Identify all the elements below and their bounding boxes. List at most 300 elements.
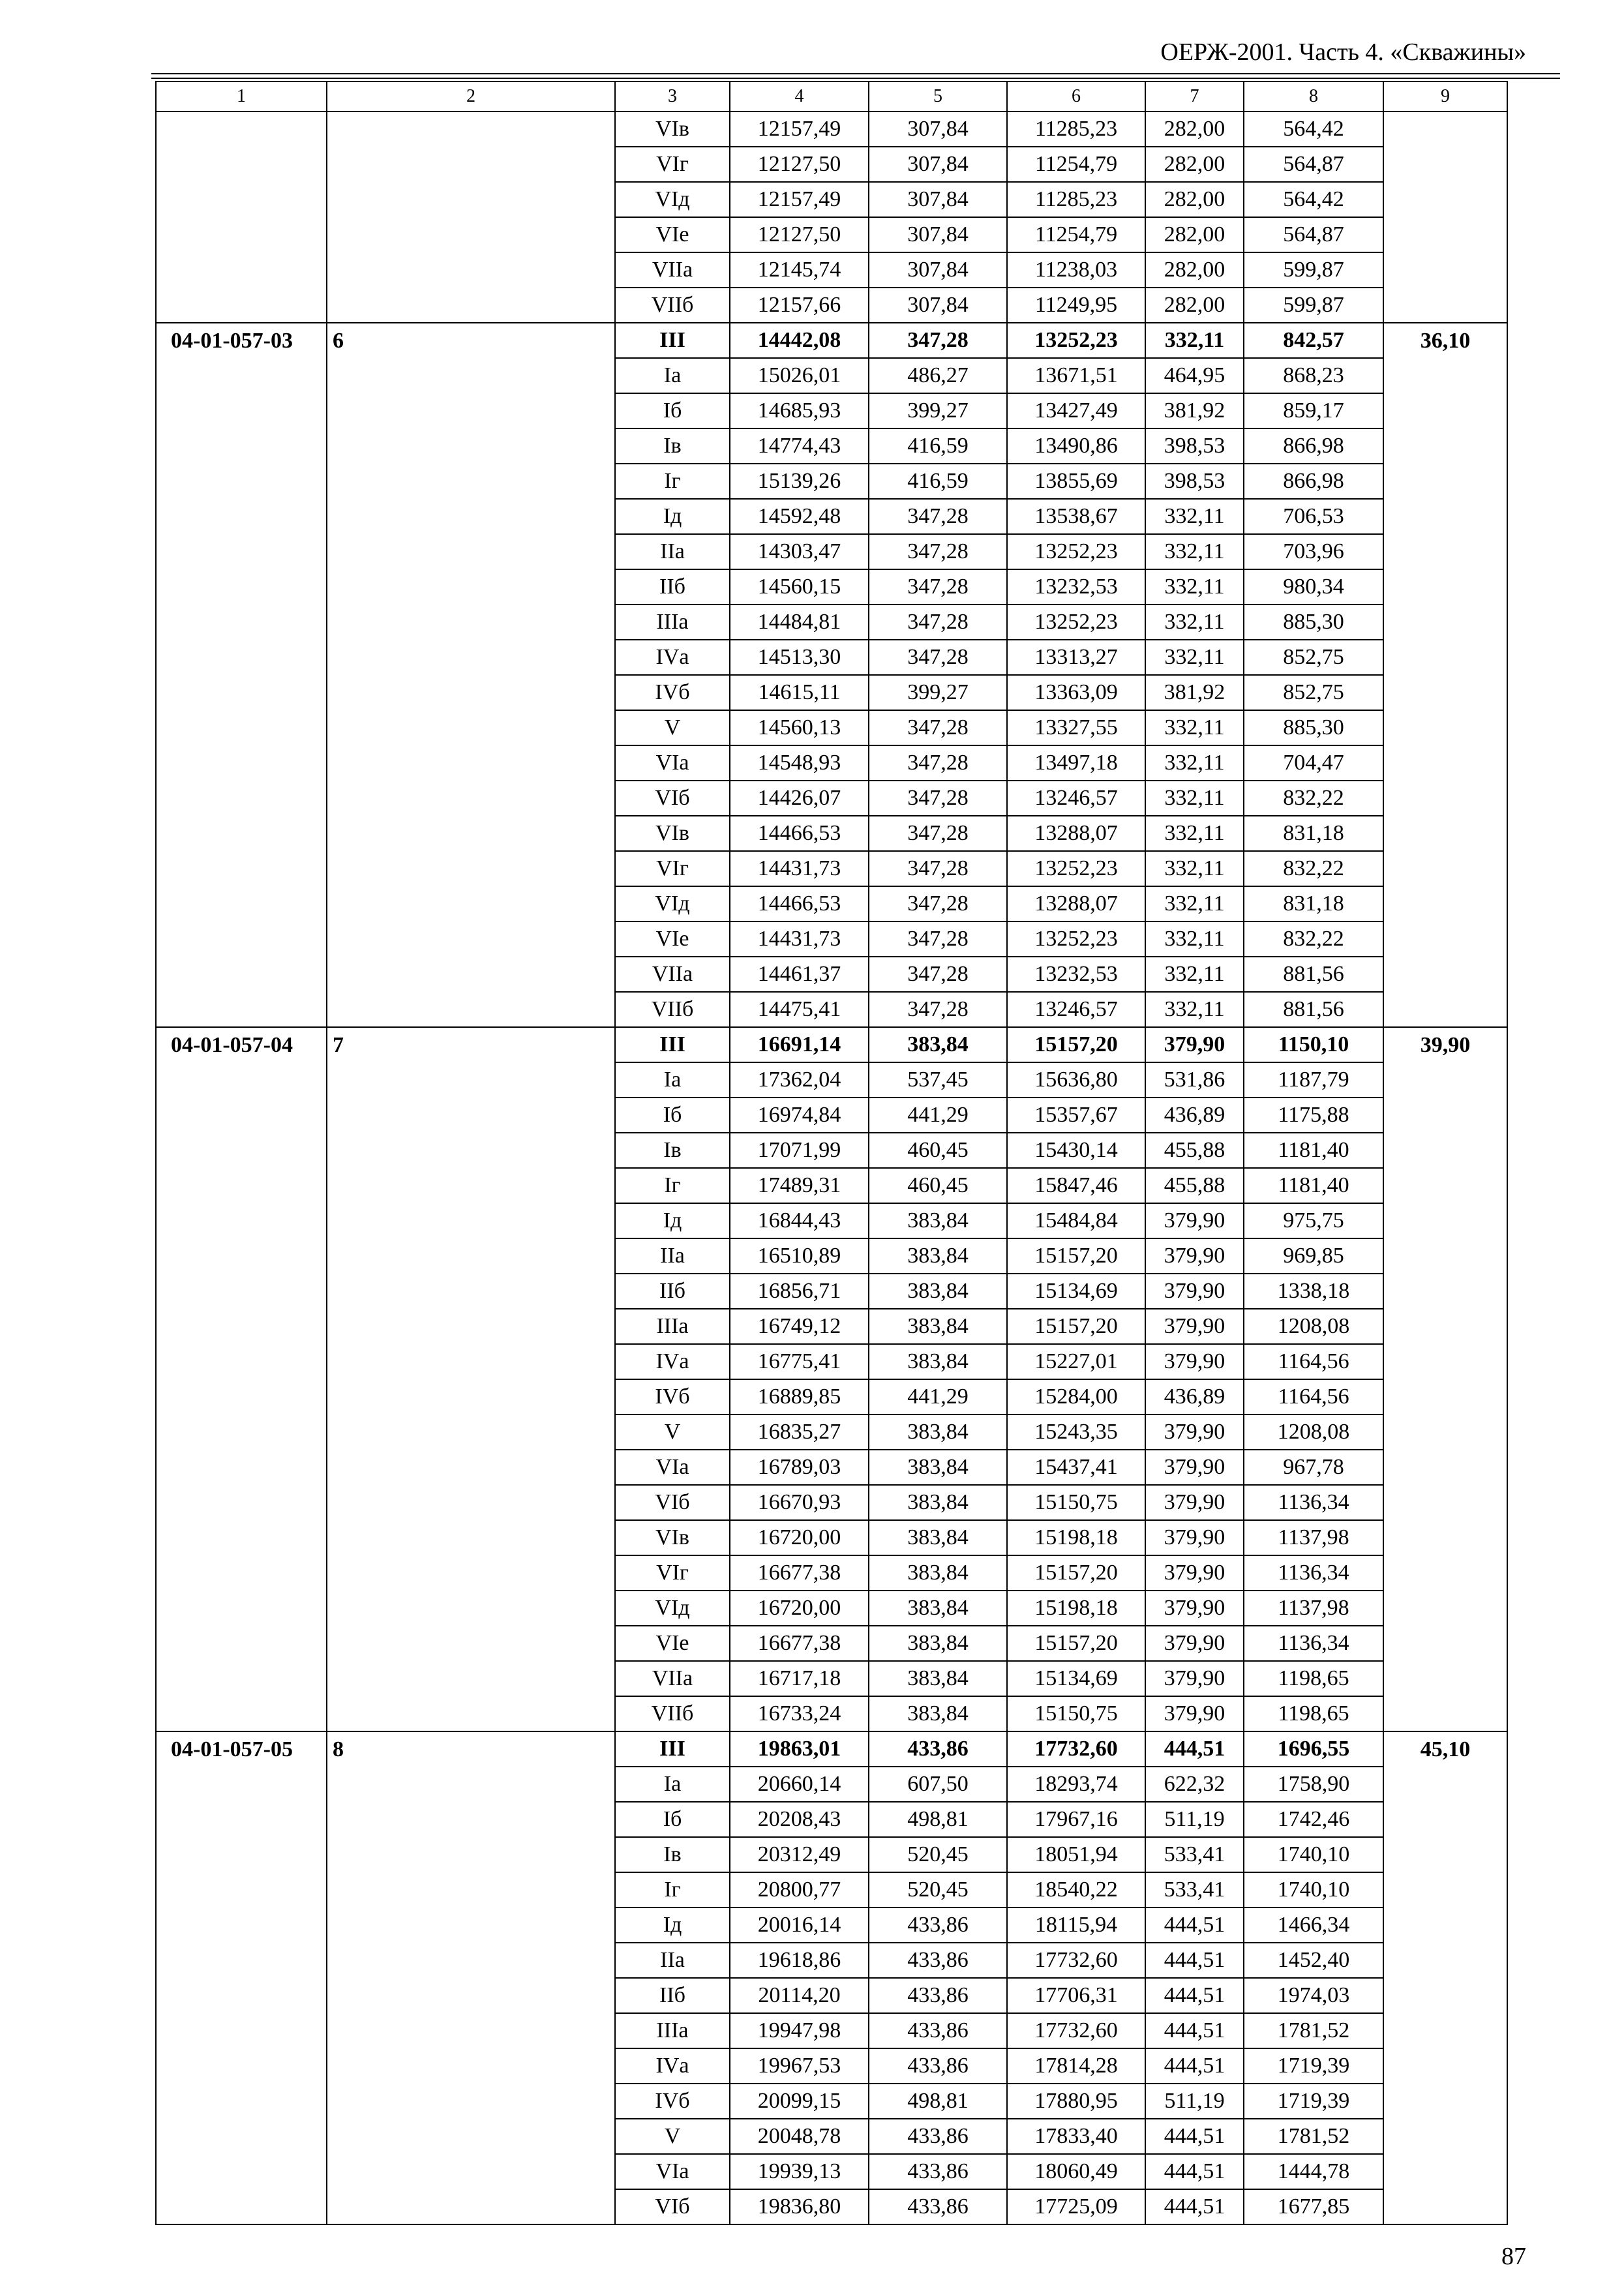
value-cell: 16889,85 [730,1379,869,1414]
value-cell: 12157,49 [730,112,869,147]
value-cell: 433,86 [869,2154,1007,2189]
value-cell: 18060,49 [1007,2154,1145,2189]
region-cell: IIб [615,1274,730,1309]
column-number-cell: 8 [1244,82,1383,112]
region-cell: Iв [615,1837,730,1872]
region-cell: IIб [615,1978,730,2013]
item-number-cell [327,112,615,323]
value-cell: 1781,52 [1244,2013,1383,2048]
value-cell: 332,11 [1145,605,1244,640]
value-cell: 399,27 [869,393,1007,428]
value-cell: 17732,60 [1007,2013,1145,2048]
value-cell: 15484,84 [1007,1203,1145,1238]
value-cell: 460,45 [869,1133,1007,1168]
value-cell: 1452,40 [1244,1943,1383,1978]
value-cell: 15227,01 [1007,1344,1145,1379]
value-cell: 19863,01 [730,1731,869,1767]
value-cell: 282,00 [1145,252,1244,288]
value-cell: 332,11 [1145,781,1244,816]
value-cell: 12157,66 [730,288,869,323]
value-cell: 16677,38 [730,1626,869,1661]
total-cell: 45,10 [1383,1731,1507,2224]
value-cell: 19618,86 [730,1943,869,1978]
value-cell: 533,41 [1145,1872,1244,1908]
value-cell: 20048,78 [730,2119,869,2154]
value-cell: 1137,98 [1244,1520,1383,1555]
value-cell: 12127,50 [730,147,869,182]
region-cell: VIIб [615,288,730,323]
value-cell: 332,11 [1145,745,1244,781]
value-cell: 17833,40 [1007,2119,1145,2154]
value-cell: 980,34 [1244,569,1383,605]
value-cell: 12127,50 [730,217,869,252]
region-cell: Iг [615,464,730,499]
value-cell: 16720,00 [730,1520,869,1555]
value-cell: 16510,89 [730,1238,869,1274]
value-cell: 379,90 [1145,1485,1244,1520]
value-cell: 441,29 [869,1379,1007,1414]
value-cell: 14303,47 [730,534,869,569]
value-cell: 15284,00 [1007,1379,1145,1414]
region-cell: IVа [615,2048,730,2084]
rates-table [155,81,1508,2225]
value-cell: 307,84 [869,112,1007,147]
value-cell: 15157,20 [1007,1027,1145,1062]
value-cell: 15150,75 [1007,1696,1145,1731]
value-cell: 511,19 [1145,1802,1244,1837]
value-cell: 11285,23 [1007,112,1145,147]
column-number-row [156,82,1507,112]
value-cell: 599,87 [1244,252,1383,288]
value-cell: 14513,30 [730,640,869,675]
value-cell: 444,51 [1145,2013,1244,2048]
column-number-cell: 2 [327,82,615,112]
value-cell: 511,19 [1145,2084,1244,2119]
value-cell: 433,86 [869,2013,1007,2048]
value-cell: 18051,94 [1007,1837,1145,1872]
value-cell: 441,29 [869,1098,1007,1133]
value-cell: 14431,73 [730,921,869,957]
value-cell: 14615,11 [730,675,869,710]
value-cell: 332,11 [1145,886,1244,921]
value-cell: 16670,93 [730,1485,869,1520]
value-cell: 17814,28 [1007,2048,1145,2084]
value-cell: 379,90 [1145,1555,1244,1591]
value-cell: 332,11 [1145,851,1244,886]
value-cell: 332,11 [1145,710,1244,745]
value-cell: 11254,79 [1007,217,1145,252]
region-cell: VIа [615,745,730,781]
value-cell: 20800,77 [730,1872,869,1908]
value-cell: 379,90 [1145,1661,1244,1696]
total-cell: 36,10 [1383,323,1507,1027]
value-cell: 379,90 [1145,1203,1244,1238]
column-number-cell: 4 [730,82,869,112]
value-cell: 14548,93 [730,745,869,781]
region-cell: VIв [615,1520,730,1555]
value-cell: 1164,56 [1244,1379,1383,1414]
value-cell: 1187,79 [1244,1062,1383,1098]
value-cell: 866,98 [1244,464,1383,499]
value-cell: 347,28 [869,640,1007,675]
value-cell: 282,00 [1145,288,1244,323]
region-cell: VIв [615,112,730,147]
value-cell: 282,00 [1145,147,1244,182]
value-cell: 347,28 [869,605,1007,640]
table-body [156,82,1507,2224]
value-cell: 444,51 [1145,2048,1244,2084]
value-cell: 383,84 [869,1661,1007,1696]
value-cell: 16749,12 [730,1309,869,1344]
value-cell: 383,84 [869,1626,1007,1661]
value-cell: 398,53 [1145,464,1244,499]
region-cell: Iа [615,1767,730,1802]
value-cell: 1208,08 [1244,1309,1383,1344]
value-cell: 14426,07 [730,781,869,816]
column-number-cell: 9 [1383,82,1507,112]
value-cell: 379,90 [1145,1696,1244,1731]
value-cell: 1466,34 [1244,1908,1383,1943]
value-cell: 464,95 [1145,358,1244,393]
region-cell: Iа [615,358,730,393]
value-cell: 307,84 [869,147,1007,182]
table-row [156,112,1507,147]
value-cell: 831,18 [1244,816,1383,851]
value-cell: 885,30 [1244,710,1383,745]
region-cell: VIв [615,816,730,851]
region-cell: VIд [615,1591,730,1626]
value-cell: 13288,07 [1007,886,1145,921]
item-number-cell: 7 [327,1027,615,1731]
value-cell: 13363,09 [1007,675,1145,710]
header-rule [151,73,1560,74]
value-cell: 347,28 [869,816,1007,851]
value-cell: 14560,15 [730,569,869,605]
total-cell [1383,112,1507,323]
region-cell: IIа [615,534,730,569]
value-cell: 11285,23 [1007,182,1145,217]
value-cell: 332,11 [1145,992,1244,1027]
value-cell: 383,84 [869,1485,1007,1520]
value-cell: 13252,23 [1007,534,1145,569]
region-cell: VIг [615,1555,730,1591]
column-number-cell: 7 [1145,82,1244,112]
value-cell: 14442,08 [730,323,869,358]
value-cell: 868,23 [1244,358,1383,393]
region-cell: VIб [615,1485,730,1520]
value-cell: 332,11 [1145,534,1244,569]
value-cell: 1719,39 [1244,2084,1383,2119]
value-cell: 13497,18 [1007,745,1145,781]
value-cell: 13252,23 [1007,323,1145,358]
value-cell: 16733,24 [730,1696,869,1731]
rate-code-cell: 04-01-057-03 [156,323,327,1027]
value-cell: 13232,53 [1007,569,1145,605]
value-cell: 12145,74 [730,252,869,288]
region-cell: VIб [615,2189,730,2224]
value-cell: 307,84 [869,252,1007,288]
value-cell: 1136,34 [1244,1626,1383,1661]
value-cell: 13252,23 [1007,605,1145,640]
value-cell: 866,98 [1244,428,1383,464]
value-cell: 433,86 [869,1943,1007,1978]
value-cell: 852,75 [1244,640,1383,675]
region-cell: VIе [615,217,730,252]
value-cell: 859,17 [1244,393,1383,428]
value-cell: 347,28 [869,323,1007,358]
value-cell: 455,88 [1145,1133,1244,1168]
value-cell: 706,53 [1244,499,1383,534]
region-cell: VIе [615,921,730,957]
value-cell: 1150,10 [1244,1027,1383,1062]
value-cell: 13246,57 [1007,781,1145,816]
value-cell: 381,92 [1145,393,1244,428]
region-cell: Iв [615,428,730,464]
value-cell: 15026,01 [730,358,869,393]
value-cell: 18115,94 [1007,1908,1145,1943]
value-cell: 14475,41 [730,992,869,1027]
value-cell: 520,45 [869,1872,1007,1908]
region-cell: IIб [615,569,730,605]
value-cell: 347,28 [869,886,1007,921]
value-cell: 537,45 [869,1062,1007,1098]
region-cell: VIд [615,886,730,921]
value-cell: 704,47 [1244,745,1383,781]
value-cell: 381,92 [1145,675,1244,710]
region-cell: VIб [615,781,730,816]
region-cell: Iа [615,1062,730,1098]
value-cell: 13327,55 [1007,710,1145,745]
value-cell: 416,59 [869,428,1007,464]
value-cell: 13538,67 [1007,499,1145,534]
value-cell: 379,90 [1145,1414,1244,1450]
value-cell: 383,84 [869,1414,1007,1450]
region-cell: Iд [615,1908,730,1943]
value-cell: 14461,37 [730,957,869,992]
value-cell: 16717,18 [730,1661,869,1696]
region-cell: IIIа [615,1309,730,1344]
value-cell: 15636,80 [1007,1062,1145,1098]
rate-code-cell: 04-01-057-04 [156,1027,327,1731]
value-cell: 433,86 [869,2189,1007,2224]
value-cell: 1719,39 [1244,2048,1383,2084]
region-cell: VIIа [615,252,730,288]
value-cell: 11249,95 [1007,288,1145,323]
value-cell: 1740,10 [1244,1872,1383,1908]
rate-code-cell: 04-01-057-05 [156,1731,327,2224]
value-cell: 383,84 [869,1591,1007,1626]
value-cell: 1740,10 [1244,1837,1383,1872]
value-cell: 383,84 [869,1344,1007,1379]
value-cell: 433,86 [869,2048,1007,2084]
value-cell: 347,28 [869,534,1007,569]
region-cell: VIг [615,147,730,182]
column-number-cell: 1 [156,82,327,112]
value-cell: 282,00 [1145,112,1244,147]
value-cell: 347,28 [869,499,1007,534]
value-cell: 379,90 [1145,1520,1244,1555]
value-cell: 347,28 [869,781,1007,816]
value-cell: 16775,41 [730,1344,869,1379]
value-cell: 975,75 [1244,1203,1383,1238]
value-cell: 19947,98 [730,2013,869,2048]
value-cell: 16856,71 [730,1274,869,1309]
region-cell: Iб [615,1098,730,1133]
header-rule [151,78,1560,79]
value-cell: 460,45 [869,1168,1007,1203]
value-cell: 599,87 [1244,288,1383,323]
value-cell: 15134,69 [1007,1274,1145,1309]
value-cell: 379,90 [1145,1309,1244,1344]
column-number-cell: 5 [869,82,1007,112]
value-cell: 1175,88 [1244,1098,1383,1133]
value-cell: 1198,65 [1244,1696,1383,1731]
region-cell: Iг [615,1168,730,1203]
value-cell: 17362,04 [730,1062,869,1098]
value-cell: 347,28 [869,921,1007,957]
region-cell: Iг [615,1872,730,1908]
value-cell: 1137,98 [1244,1591,1383,1626]
value-cell: 455,88 [1145,1168,1244,1203]
value-cell: 15430,14 [1007,1133,1145,1168]
value-cell: 498,81 [869,2084,1007,2119]
value-cell: 347,28 [869,745,1007,781]
value-cell: 332,11 [1145,957,1244,992]
value-cell: 444,51 [1145,2189,1244,2224]
value-cell: 347,28 [869,851,1007,886]
value-cell: 444,51 [1145,1908,1244,1943]
item-number-cell: 8 [327,1731,615,2224]
value-cell: 1677,85 [1244,2189,1383,2224]
value-cell: 14484,81 [730,605,869,640]
value-cell: 383,84 [869,1450,1007,1485]
value-cell: 15157,20 [1007,1626,1145,1661]
value-cell: 379,90 [1145,1450,1244,1485]
value-cell: 832,22 [1244,921,1383,957]
value-cell: 347,28 [869,957,1007,992]
value-cell: 383,84 [869,1309,1007,1344]
value-cell: 383,84 [869,1027,1007,1062]
value-cell: 436,89 [1145,1098,1244,1133]
region-cell: VIIб [615,1696,730,1731]
value-cell: 15437,41 [1007,1450,1145,1485]
value-cell: 383,84 [869,1696,1007,1731]
region-cell: VIг [615,851,730,886]
value-cell: 13252,23 [1007,921,1145,957]
value-cell: 15139,26 [730,464,869,499]
region-cell: V [615,2119,730,2154]
value-cell: 398,53 [1145,428,1244,464]
value-cell: 383,84 [869,1203,1007,1238]
region-cell: VIа [615,2154,730,2189]
value-cell: 12157,49 [730,182,869,217]
value-cell: 852,75 [1244,675,1383,710]
region-cell: VIа [615,1450,730,1485]
region-cell: III [615,1731,730,1767]
value-cell: 1444,78 [1244,2154,1383,2189]
value-cell: 969,85 [1244,1238,1383,1274]
value-cell: 347,28 [869,992,1007,1027]
region-cell: Iб [615,1802,730,1837]
value-cell: 444,51 [1145,1731,1244,1767]
region-cell: Iв [615,1133,730,1168]
value-cell: 347,28 [869,710,1007,745]
value-cell: 17489,31 [730,1168,869,1203]
table-row [156,323,1507,358]
value-cell: 1758,90 [1244,1767,1383,1802]
value-cell: 20660,14 [730,1767,869,1802]
value-cell: 14774,43 [730,428,869,464]
table-row [156,1731,1507,1767]
value-cell: 16677,38 [730,1555,869,1591]
value-cell: 15157,20 [1007,1309,1145,1344]
region-cell: IIIа [615,2013,730,2048]
value-cell: 16691,14 [730,1027,869,1062]
value-cell: 1181,40 [1244,1168,1383,1203]
value-cell: 15198,18 [1007,1591,1145,1626]
value-cell: 15134,69 [1007,1661,1145,1696]
value-cell: 13671,51 [1007,358,1145,393]
value-cell: 379,90 [1145,1238,1244,1274]
value-cell: 19836,80 [730,2189,869,2224]
region-cell: IVб [615,675,730,710]
value-cell: 1781,52 [1244,2119,1383,2154]
value-cell: 622,32 [1145,1767,1244,1802]
value-cell: 11238,03 [1007,252,1145,288]
value-cell: 332,11 [1145,569,1244,605]
value-cell: 379,90 [1145,1626,1244,1661]
value-cell: 433,86 [869,1908,1007,1943]
value-cell: 13252,23 [1007,851,1145,886]
value-cell: 13490,86 [1007,428,1145,464]
value-cell: 17732,60 [1007,1943,1145,1978]
value-cell: 15243,35 [1007,1414,1145,1450]
value-cell: 282,00 [1145,217,1244,252]
value-cell: 433,86 [869,1978,1007,2013]
total-cell: 39,90 [1383,1027,1507,1731]
region-cell: III [615,323,730,358]
page-number: 87 [1501,2243,1526,2270]
value-cell: 433,86 [869,1731,1007,1767]
value-cell: 19939,13 [730,2154,869,2189]
column-number-cell: 3 [615,82,730,112]
value-cell: 19967,53 [730,2048,869,2084]
value-cell: 1164,56 [1244,1344,1383,1379]
value-cell: 13288,07 [1007,816,1145,851]
value-cell: 15198,18 [1007,1520,1145,1555]
value-cell: 1198,65 [1244,1661,1383,1696]
value-cell: 16789,03 [730,1450,869,1485]
value-cell: 399,27 [869,675,1007,710]
value-cell: 1208,08 [1244,1414,1383,1450]
value-cell: 13232,53 [1007,957,1145,992]
value-cell: 1742,46 [1244,1802,1383,1837]
value-cell: 383,84 [869,1238,1007,1274]
value-cell: 533,41 [1145,1837,1244,1872]
value-cell: 881,56 [1244,992,1383,1027]
value-cell: 14592,48 [730,499,869,534]
region-cell: VIIа [615,957,730,992]
value-cell: 379,90 [1145,1591,1244,1626]
value-cell: 13855,69 [1007,464,1145,499]
value-cell: 383,84 [869,1274,1007,1309]
value-cell: 307,84 [869,217,1007,252]
value-cell: 18293,74 [1007,1767,1145,1802]
value-cell: 444,51 [1145,1978,1244,2013]
value-cell: 1136,34 [1244,1485,1383,1520]
value-cell: 436,89 [1145,1379,1244,1414]
value-cell: 379,90 [1145,1274,1244,1309]
